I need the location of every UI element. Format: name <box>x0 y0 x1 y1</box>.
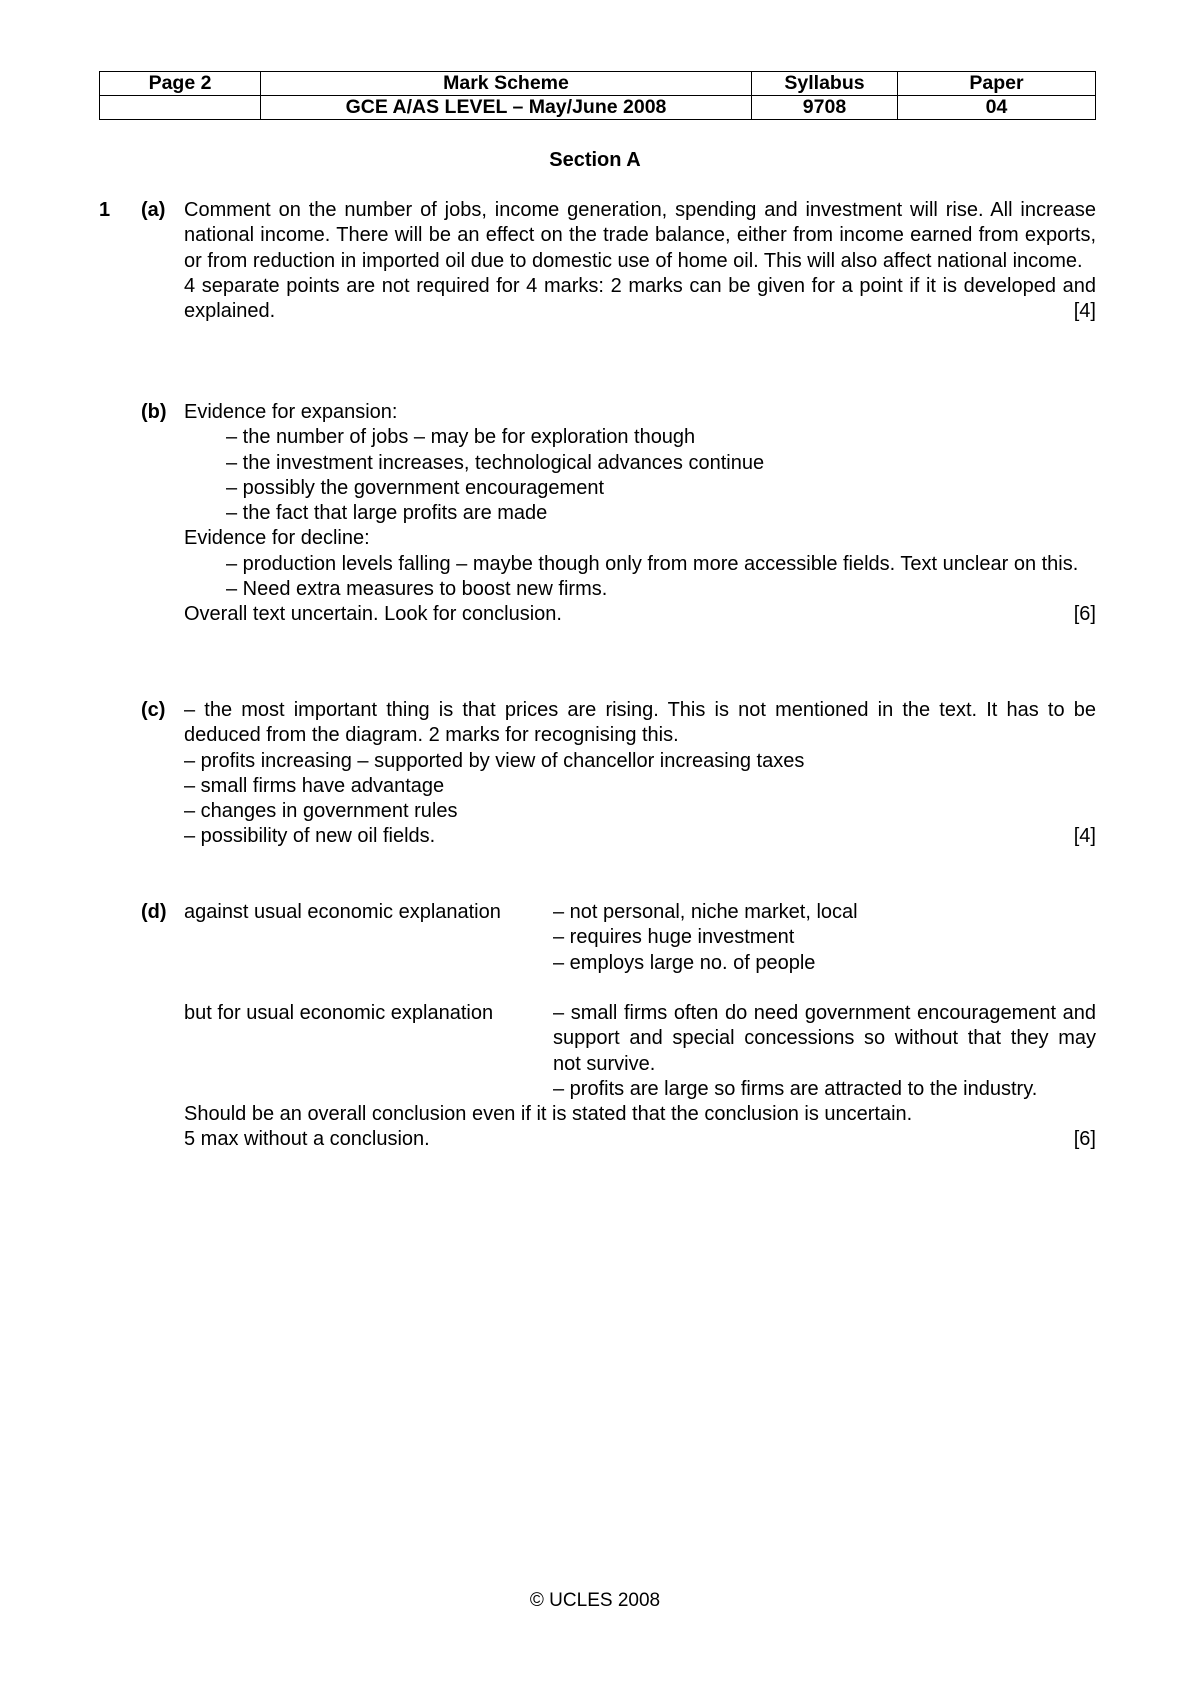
part-a-note: 4 separate points are not required for 4 marks: 2 marks can be given for a point if it is developed and explained. <box>184 274 1096 323</box>
part-c-item: – small firms have advantage <box>184 774 445 797</box>
part-d-label: (d) <box>141 901 167 923</box>
part-a-mark: [4] <box>1073 300 1096 323</box>
part-c-label: (c) <box>141 699 166 721</box>
copyright-footer: © UCLES 2008 <box>529 1590 661 1611</box>
part-c-item: – changes in government rules <box>184 800 458 823</box>
paper-label: Paper <box>898 72 1096 96</box>
doc-title: Mark Scheme <box>261 72 752 96</box>
part-c-body <box>184 698 1096 850</box>
for-label: but for usual economic explanation <box>184 1002 494 1024</box>
part-c-item: – profits increasing – supported by view of chancellor increasing taxes <box>184 749 805 772</box>
part-b-conclusion-row <box>184 602 1096 627</box>
part-a-label: (a) <box>141 199 166 221</box>
for-item: – profits are large so firms are attracted to the industry. <box>553 1077 1038 1100</box>
header-row-labels <box>100 72 1096 96</box>
page-label: Page 2 <box>100 72 261 96</box>
against-item: – employs large no. of people <box>553 951 816 974</box>
against-label: against usual economic explanation <box>184 901 501 923</box>
exam-name: GCE A/AS LEVEL – May/June 2008 <box>261 96 752 120</box>
expansion-item: – the investment increases, technological advances continue <box>226 451 765 474</box>
part-d-conclusion-block <box>184 1102 1096 1153</box>
part-a-body <box>184 198 1096 324</box>
expansion-heading: Evidence for expansion: <box>184 401 398 423</box>
against-item: – not personal, niche market, local <box>553 901 858 923</box>
part-c-mark: [4] <box>1073 825 1096 848</box>
part-a-paragraph-2 <box>184 274 1096 325</box>
decline-heading: Evidence for decline: <box>184 527 370 550</box>
part-d-max-row <box>184 1127 1096 1152</box>
against-items <box>553 900 1096 976</box>
decline-item: – Need extra measures to boost new firms. <box>226 578 608 601</box>
part-c-paragraph: – the most important thing is that prices are rising. This is not mentioned in the text. It has to be deduced from the diagram. 2 marks for recognising this. <box>184 699 1096 747</box>
syllabus-label: Syllabus <box>752 72 898 96</box>
section-title: Section A <box>549 149 641 171</box>
header-row-values <box>100 96 1096 120</box>
for-items <box>553 1001 1096 1102</box>
part-d-max-note: 5 max without a conclusion. <box>184 1128 430 1151</box>
decline-item: – production levels falling – maybe though only from more accessible fields. Text unclear on this. <box>226 552 1079 575</box>
part-b-mark: [6] <box>1073 603 1096 626</box>
part-b-body <box>184 400 1096 628</box>
question-number: 1 <box>99 199 111 221</box>
expansion-item: – the number of jobs – may be for exploration though <box>226 426 696 449</box>
part-a-paragraph-1: Comment on the number of jobs, income generation, spending and investment will rise. All increase national income. There will be an effect on the trade balance, either from income earned from exports, or from reduction in imported oil due to domestic use of home oil. This will also affect national income. <box>184 199 1096 272</box>
part-d-conclusion: Should be an overall conclusion even if it is stated that the conclusion is uncertain. <box>184 1103 913 1125</box>
expansion-item: – possibly the government encouragement <box>226 476 605 499</box>
expansion-item: – the fact that large profits are made <box>226 502 548 525</box>
empty-cell <box>100 96 261 120</box>
part-c-item: – possibility of new oil fields. <box>184 825 436 848</box>
syllabus-code: 9708 <box>752 96 898 120</box>
part-b-conclusion: Overall text uncertain. Look for conclusion. <box>184 603 562 626</box>
header-table <box>99 71 1096 120</box>
part-b-label: (b) <box>141 401 167 423</box>
part-d-mark: [6] <box>1073 1128 1096 1151</box>
against-item: – requires huge investment <box>553 926 795 949</box>
paper-code: 04 <box>898 96 1096 120</box>
part-c-last-row <box>184 824 1096 849</box>
for-item: – small firms often do need government encouragement and support and special concessions so without that they may not survive. <box>553 1002 1096 1075</box>
